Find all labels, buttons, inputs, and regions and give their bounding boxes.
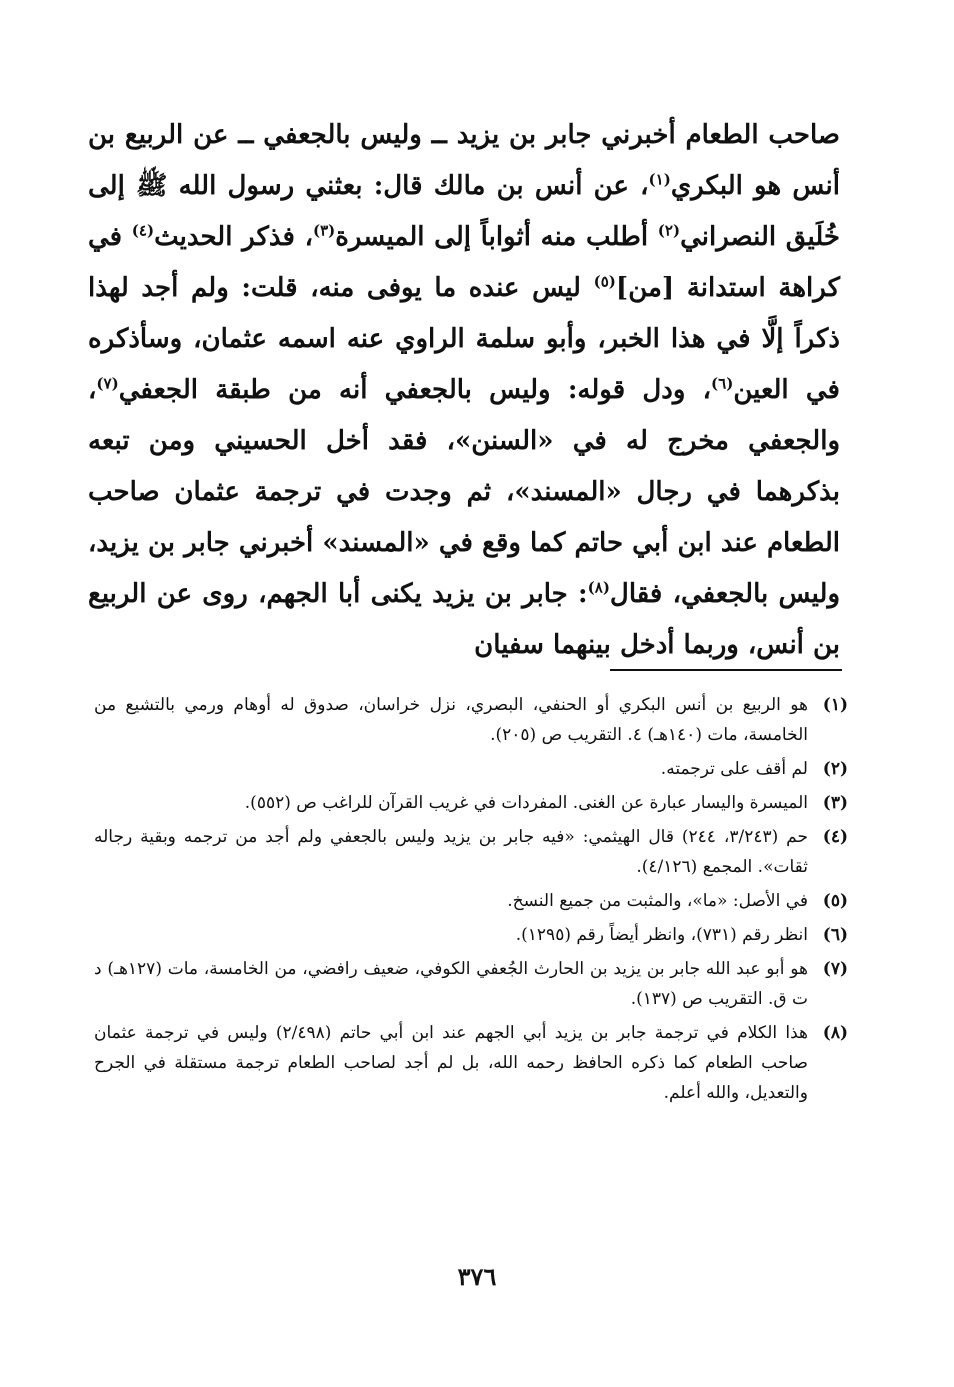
footnote-text: حم (٣/٢٤٣، ٢٤٤) قال الهيثمي: «فيه جابر بن يزيد وليس بالجعفي ولم أجد من ترجمه وبقية رجاله ثقات». المجمع (٤/١٢٦). <box>94 827 808 877</box>
main-text-segment: في كراهة استدانة [من] <box>88 222 840 303</box>
footnote-ref[interactable]: (٧) <box>96 374 119 393</box>
footnote-item <box>94 690 848 750</box>
main-text-segment: صاحب الطعام أخبرني جابر بن يزيد ــ وليس بالجعفي ــ عن الربيع بن أنس هو البكري <box>88 120 840 201</box>
footnote-text: الميسرة واليسار عبارة عن الغنى. المفردات في غريب القرآن للراغب ص (٥٥٢). <box>244 793 808 813</box>
main-text-segment: أطلب منه أثواباً إلى الميسرة <box>335 222 658 252</box>
footnote-item <box>94 788 848 818</box>
main-text-segment: ، عن أنس بن مالك قال: بعثني رسول الله ﷺ إلى خُلَيق النصراني <box>88 171 840 252</box>
footnote-text: هو الربيع بن أنس البكري أو الحنفي، البصري، نزل خراسان، صدوق له أوهام ورمي بالتشيع من الخامسة، مات (١٤٠هـ) ٤. التقريب ص (٢٠٥). <box>94 695 808 745</box>
footnote-ref[interactable]: (٢) <box>657 221 681 240</box>
page-number: ٣٧٦ <box>457 1262 497 1291</box>
footnotes-list <box>94 690 848 1112</box>
main-text-segment: : جابر بن يزيد يكنى أبا الجهم، روى عن الربيع بن أنس، وربما أدخل بينهما سفيان <box>88 579 840 660</box>
footnote-item <box>94 920 848 950</box>
footnote-number: (٤) <box>822 827 848 847</box>
footnote-item <box>94 754 848 784</box>
footnote-ref[interactable]: (٦) <box>711 374 734 393</box>
footnote-item <box>94 1018 848 1108</box>
footnote-ref[interactable]: (٣) <box>313 221 336 240</box>
footnote-number: (٧) <box>822 959 848 979</box>
footnote-divider <box>610 669 842 671</box>
footnote-ref[interactable]: (٥) <box>593 272 616 291</box>
footnote-item <box>94 954 848 1014</box>
main-text-segment: ، فذكر الحديث <box>154 222 313 252</box>
footnote-number: (٢) <box>822 759 848 779</box>
footnote-number: (٨) <box>822 1023 848 1043</box>
footnote-text: هذا الكلام في ترجمة جابر بن يزيد أبي الجهم عند ابن أبي حاتم (٢/٤٩٨) وليس في ترجمة عثمان صاحب الطعام كما ذكره الحافظ رحمه الله، بل لم أجد لصاحب الطعام ترجمة مستقلة في الجرح والتعديل، والله أعلم. <box>94 1023 808 1103</box>
footnote-text: في الأصل: «ما»، والمثبت من جميع النسخ. <box>507 891 808 911</box>
footnote-item <box>94 886 848 916</box>
main-text <box>88 110 840 671</box>
footnote-number: (٥) <box>822 891 848 911</box>
footnote-ref[interactable]: (١) <box>648 170 671 189</box>
footnote-number: (١) <box>822 695 848 715</box>
footnote-number: (٣) <box>822 793 848 813</box>
footnote-text: لم أقف على ترجمته. <box>660 759 808 779</box>
main-text-segment: ليس عنده ما يوفى منه، قلت: ولم أجد لهذا ذكراً إلَّا في هذا الخبر، وأبو سلمة الراوي عنه اسمه عثمان، وسأذكره في العين <box>88 273 840 405</box>
footnote-ref[interactable]: (٨) <box>587 578 610 597</box>
footnote-number: (٦) <box>822 925 848 945</box>
footnote-text: هو أبو عبد الله جابر بن يزيد بن الحارث الجُعفي الكوفي، ضعيف رافضي، من الخامسة، مات (١٢٧هـ) د ت ق. التقريب ص (١٣٧). <box>94 959 808 1009</box>
footnote-item <box>94 822 848 882</box>
main-text-segment: ، ودل قوله: وليس بالجعفي أنه من طبقة الجعفي <box>118 375 712 405</box>
footnote-ref[interactable]: (٤) <box>131 221 155 240</box>
main-text-segment: ، والجعفي مخرج له في «السنن»، فقد أخل الحسيني ومن تبعه بذكرهما في رجال «المسند»، ثم وجدت في ترجمة عثمان صاحب الطعام عند ابن أبي حاتم كما وقع في «المسند» أخبرني جابر بن يزيد، وليس بالجعفي، فقال <box>88 375 841 609</box>
footnote-text: انظر رقم (٧٣١)، وانظر أيضاً رقم (١٢٩٥). <box>515 925 808 945</box>
